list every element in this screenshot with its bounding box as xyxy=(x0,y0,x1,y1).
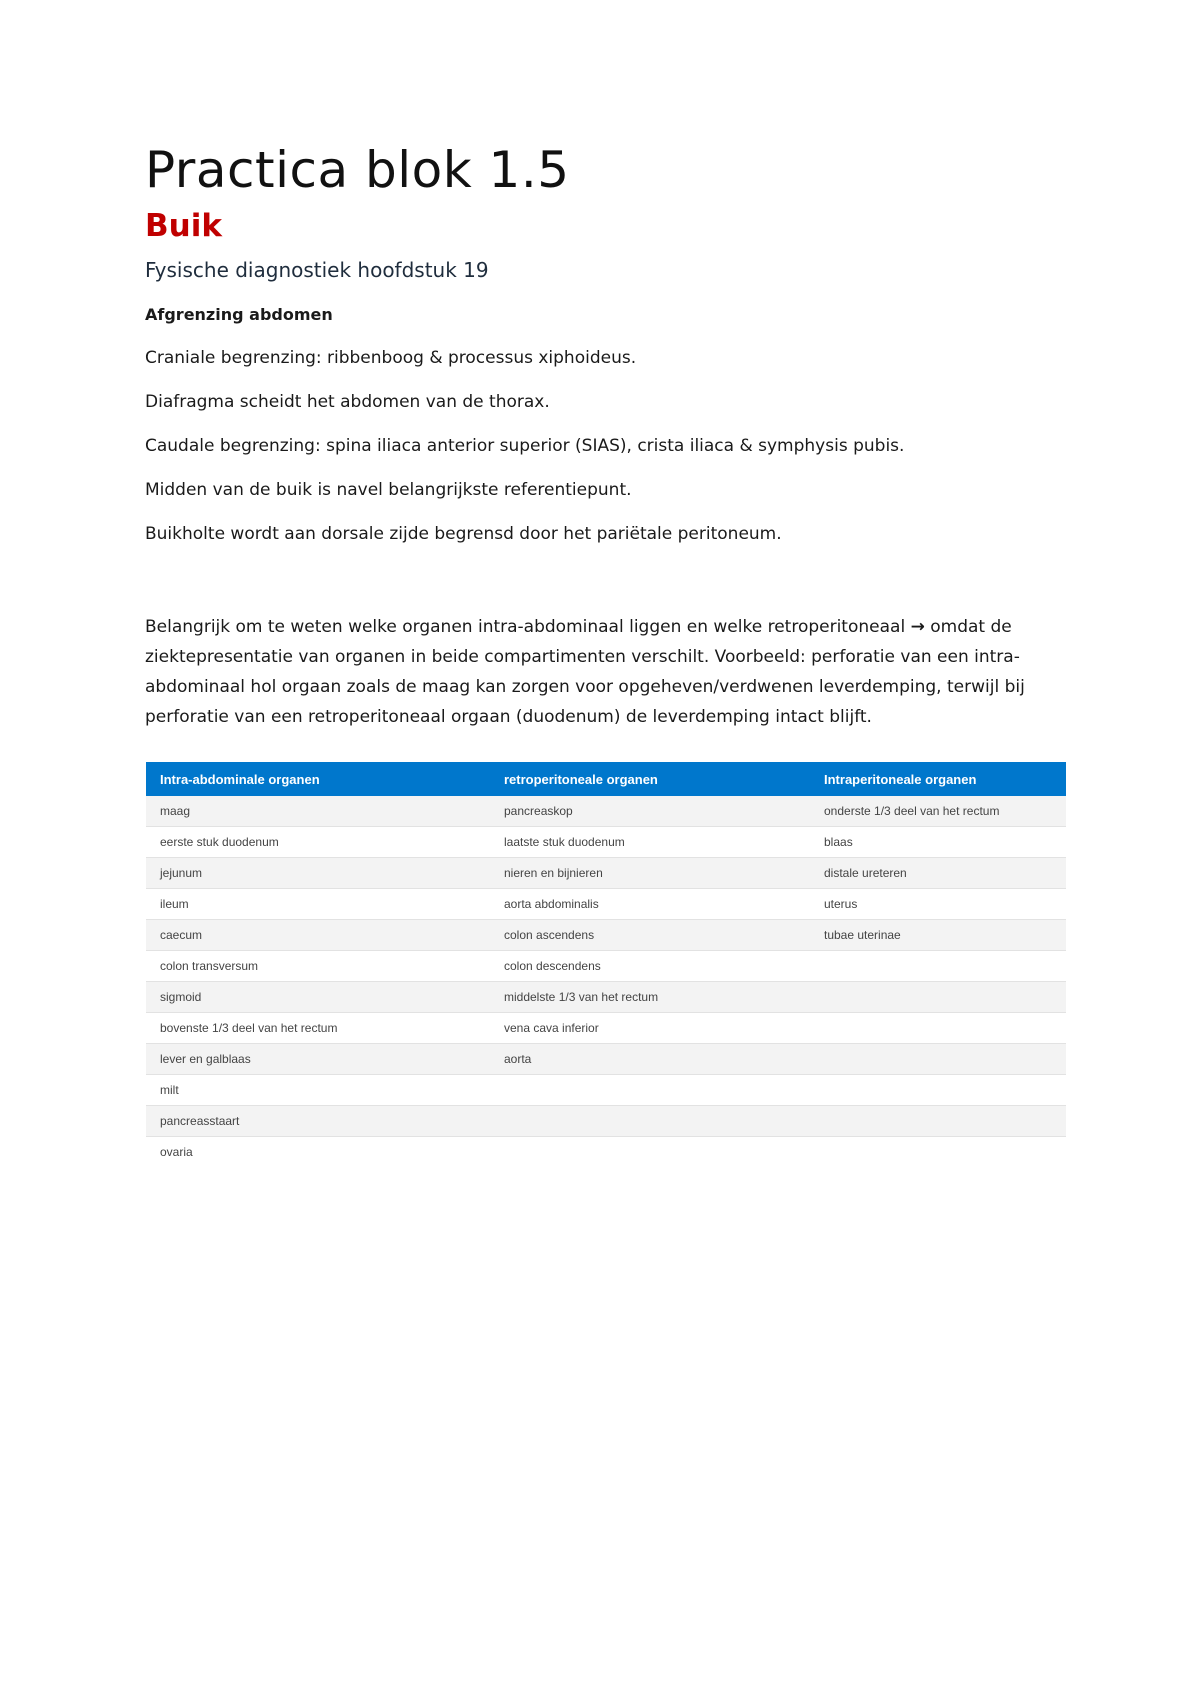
table-cell: blaas xyxy=(810,827,1066,858)
table-cell: aorta xyxy=(490,1044,810,1075)
document-title: Practica blok 1.5 xyxy=(145,141,570,199)
paragraph-caudale: Caudale begrenzing: spina iliaca anterior superior (SIAS), crista iliaca & symphysis pubis. xyxy=(145,436,905,456)
table-cell xyxy=(810,1106,1066,1137)
table-cell: caecum xyxy=(146,920,490,951)
table-row xyxy=(146,827,1066,858)
table-row xyxy=(146,982,1066,1013)
table-cell xyxy=(810,1013,1066,1044)
table-row xyxy=(146,1075,1066,1106)
document-page xyxy=(145,140,1065,732)
table-row xyxy=(146,951,1066,982)
paragraph-buikholte: Buikholte wordt aan dorsale zijde begrensd door het pariëtale peritoneum. xyxy=(145,524,782,544)
table-row xyxy=(146,796,1066,827)
table-row xyxy=(146,1137,1066,1168)
table-cell: pancreasstaart xyxy=(146,1106,490,1137)
paragraph-belangrijk-part2: omdat de ziektepresentatie van organen in beide compartimenten verschilt. Voorbeeld: perforatie van een intra-abdominaal hol orgaan zoals de maag kan zorgen voor opgeheven/verdwenen leverdemping, terwijl bij perforatie van een retroperitoneaal orgaan (duodenum) de leverdemping intact blijft. xyxy=(145,617,1025,727)
table-row xyxy=(146,920,1066,951)
table-cell: milt xyxy=(146,1075,490,1106)
section-heading-buik: Buik xyxy=(145,208,222,244)
table-cell: middelste 1/3 van het rectum xyxy=(490,982,810,1013)
header-intra-abdominal: Intra-abdominale organen xyxy=(146,762,490,796)
table-row xyxy=(146,1106,1066,1137)
table-row xyxy=(146,1013,1066,1044)
table-cell: onderste 1/3 deel van het rectum xyxy=(810,796,1066,827)
arrow-right-icon: → xyxy=(910,617,925,637)
table-cell: ileum xyxy=(146,889,490,920)
table-cell xyxy=(810,982,1066,1013)
table-cell: sigmoid xyxy=(146,982,490,1013)
table-cell: colon ascendens xyxy=(490,920,810,951)
table-cell xyxy=(810,1137,1066,1168)
table-cell xyxy=(490,1137,810,1168)
subsection-heading: Fysische diagnostiek hoofdstuk 19 xyxy=(145,258,489,282)
table-cell: lever en galblaas xyxy=(146,1044,490,1075)
table-row xyxy=(146,889,1066,920)
topic-heading: Afgrenzing abdomen xyxy=(145,305,333,324)
header-retroperitoneal: retroperitoneale organen xyxy=(490,762,810,796)
table-cell xyxy=(810,1044,1066,1075)
table-cell: maag xyxy=(146,796,490,827)
table-cell xyxy=(810,951,1066,982)
table-cell: laatste stuk duodenum xyxy=(490,827,810,858)
paragraph-midden: Midden van de buik is navel belangrijkste referentiepunt. xyxy=(145,480,632,500)
table-row xyxy=(146,1044,1066,1075)
table-cell: vena cava inferior xyxy=(490,1013,810,1044)
table-cell: aorta abdominalis xyxy=(490,889,810,920)
paragraph-belangrijk xyxy=(145,612,1065,732)
table-cell xyxy=(810,1075,1066,1106)
table-cell: jejunum xyxy=(146,858,490,889)
table-cell: eerste stuk duodenum xyxy=(146,827,490,858)
table-body xyxy=(146,796,1066,1167)
header-intraperitoneal: Intraperitoneale organen xyxy=(810,762,1066,796)
table-cell: colon descendens xyxy=(490,951,810,982)
table-cell: tubae uterinae xyxy=(810,920,1066,951)
table-cell: nieren en bijnieren xyxy=(490,858,810,889)
table-cell xyxy=(490,1106,810,1137)
paragraph-belangrijk-part1: Belangrijk om te weten welke organen intra-abdominaal liggen en welke retroperitoneaal xyxy=(145,617,906,637)
table-cell: colon transversum xyxy=(146,951,490,982)
table-header-row xyxy=(146,762,1066,796)
table-cell: ovaria xyxy=(146,1137,490,1168)
paragraph-diafragma: Diafragma scheidt het abdomen van de thorax. xyxy=(145,392,550,412)
table-cell: bovenste 1/3 deel van het rectum xyxy=(146,1013,490,1044)
table-cell xyxy=(490,1075,810,1106)
table-row xyxy=(146,858,1066,889)
organs-table xyxy=(146,762,1066,1167)
paragraph-craniale: Craniale begrenzing: ribbenboog & processus xiphoideus. xyxy=(145,348,637,368)
table-cell: distale ureteren xyxy=(810,858,1066,889)
table-cell: uterus xyxy=(810,889,1066,920)
table-cell: pancreaskop xyxy=(490,796,810,827)
